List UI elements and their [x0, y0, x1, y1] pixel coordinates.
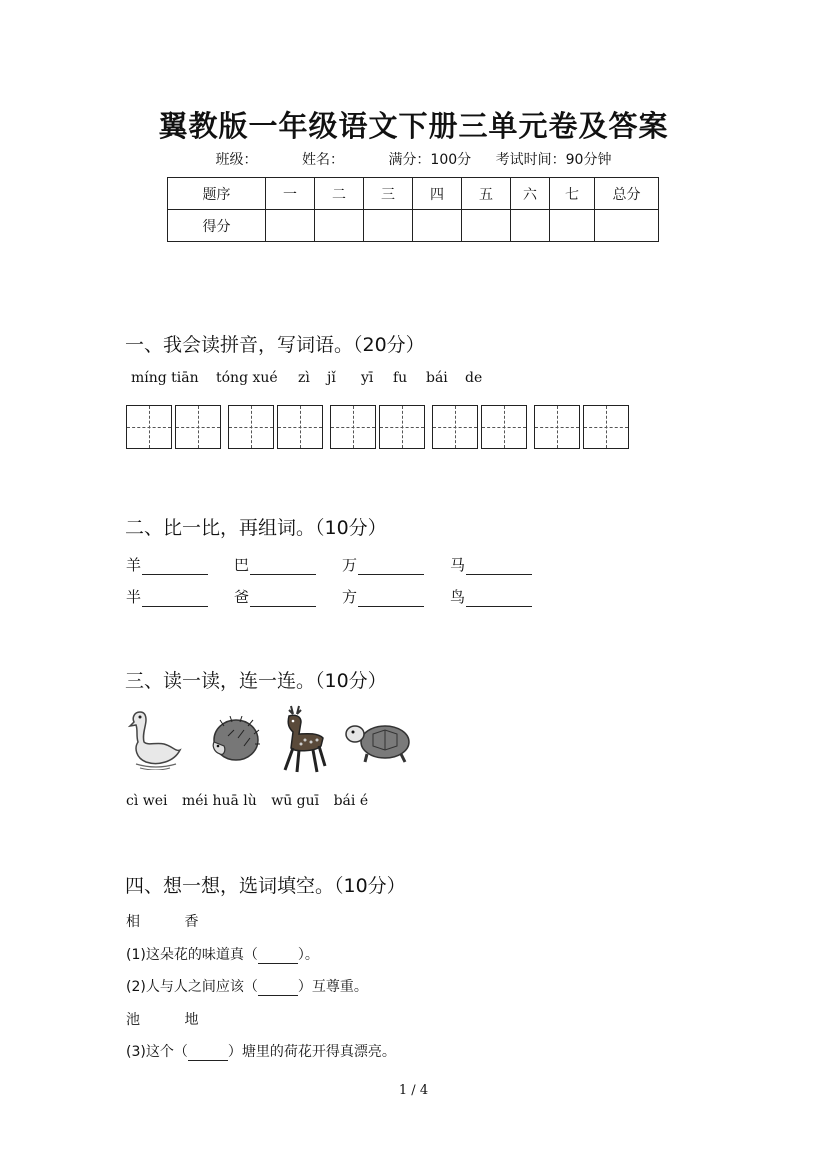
duck-icon: [126, 708, 184, 770]
hedgehog-icon: [208, 716, 260, 764]
answer-line[interactable]: [250, 558, 316, 575]
word-item: 爸: [234, 586, 316, 607]
question-3: (3)这个（ ）塘里的荷花开得真漂亮。: [126, 1044, 396, 1060]
question-2: (2)人与人之间应该（ ）互尊重。: [126, 979, 368, 995]
pinyin: bái: [426, 370, 448, 386]
tianzige-cell[interactable]: [277, 405, 323, 449]
header-cell: 二: [315, 178, 364, 210]
choice-word: 香: [184, 914, 199, 930]
answer-line[interactable]: [142, 558, 208, 575]
score-cell[interactable]: [511, 210, 550, 242]
exam-time: 考试时间：90分钟: [495, 152, 612, 168]
header-cell: 总分: [595, 178, 659, 210]
word-item: 羊: [126, 554, 208, 575]
pinyin: de: [465, 370, 483, 386]
score-cell[interactable]: [595, 210, 659, 242]
header-cell: 三: [364, 178, 413, 210]
word-item: 方: [342, 586, 424, 607]
score-cell[interactable]: [462, 210, 511, 242]
animal-name: wū guī: [271, 793, 320, 809]
pinyin: yī: [361, 370, 374, 386]
section2-heading: 二、比一比，再组词。（10分）: [125, 517, 387, 539]
header-cell: 一: [266, 178, 315, 210]
row-label: 得分: [168, 210, 266, 242]
pinyin: fu: [393, 370, 408, 386]
word-item: 马: [450, 554, 532, 575]
turtle-icon: [345, 718, 415, 764]
score-table-header: [168, 178, 659, 210]
animal-name: bái é: [333, 793, 369, 809]
choice-word: 相: [126, 914, 140, 930]
header-cell: 七: [550, 178, 595, 210]
pinyin: míng tiān: [131, 370, 199, 386]
answer-line[interactable]: [466, 590, 532, 607]
question-1: (1)这朵花的味道真（ ）。: [126, 947, 319, 963]
exam-info: [0, 149, 827, 169]
class-label: 班级：: [215, 152, 258, 168]
answer-line[interactable]: [250, 590, 316, 607]
answer-line[interactable]: [466, 558, 532, 575]
word-item: 万: [342, 554, 424, 575]
animal-name: cì wei: [126, 793, 168, 809]
tianzige-cell[interactable]: [534, 405, 580, 449]
score-table: [167, 177, 659, 242]
fill-blank[interactable]: [258, 981, 298, 996]
score-cell[interactable]: [364, 210, 413, 242]
header-cell: 题序: [168, 178, 266, 210]
tianzige-cell[interactable]: [126, 405, 172, 449]
tianzige-cell[interactable]: [379, 405, 425, 449]
pinyin: jǐ: [327, 370, 336, 386]
page-number: 1 / 4: [398, 1083, 429, 1098]
tianzige-cell[interactable]: [330, 405, 376, 449]
score-cell[interactable]: [315, 210, 364, 242]
pinyin: tóng xué: [216, 370, 278, 386]
answer-line[interactable]: [142, 590, 208, 607]
header-cell: 六: [511, 178, 550, 210]
word-item: 半: [126, 586, 208, 607]
score-cell[interactable]: [266, 210, 315, 242]
tianzige-cell[interactable]: [228, 405, 274, 449]
fill-blank[interactable]: [258, 949, 298, 964]
header-cell: 五: [462, 178, 511, 210]
score-table-row: [168, 210, 659, 242]
full-score: 满分：100分: [388, 152, 472, 168]
score-cell[interactable]: [413, 210, 462, 242]
tianzige-cell[interactable]: [432, 405, 478, 449]
choice-word: 地: [184, 1012, 199, 1028]
deer-icon: [275, 704, 329, 778]
animal-name: méi huā lù: [181, 793, 257, 809]
word-choices: [126, 911, 238, 931]
answer-line[interactable]: [358, 590, 424, 607]
section1-heading: 一、我会读拼音，写词语。（20分）: [125, 334, 425, 356]
pinyin: zì: [298, 370, 310, 386]
fill-blank[interactable]: [188, 1046, 228, 1061]
answer-line[interactable]: [358, 558, 424, 575]
section3-heading: 三、读一读，连一连。（10分）: [125, 670, 387, 692]
word-item: 鸟: [450, 586, 532, 607]
header-cell: 四: [413, 178, 462, 210]
section4-heading: 四、想一想，选词填空。（10分）: [125, 875, 406, 897]
tianzige-cell[interactable]: [175, 405, 221, 449]
score-cell[interactable]: [550, 210, 595, 242]
animal-names: [126, 793, 378, 809]
word-item: 巴: [234, 554, 316, 575]
choice-word: 池: [126, 1012, 140, 1028]
tianzige-cell[interactable]: [583, 405, 629, 449]
page-title: 翼教版一年级语文下册三单元卷及答案: [158, 109, 669, 143]
word-choices: [126, 1009, 238, 1029]
tianzige-cell[interactable]: [481, 405, 527, 449]
name-label: 姓名：: [301, 152, 344, 168]
